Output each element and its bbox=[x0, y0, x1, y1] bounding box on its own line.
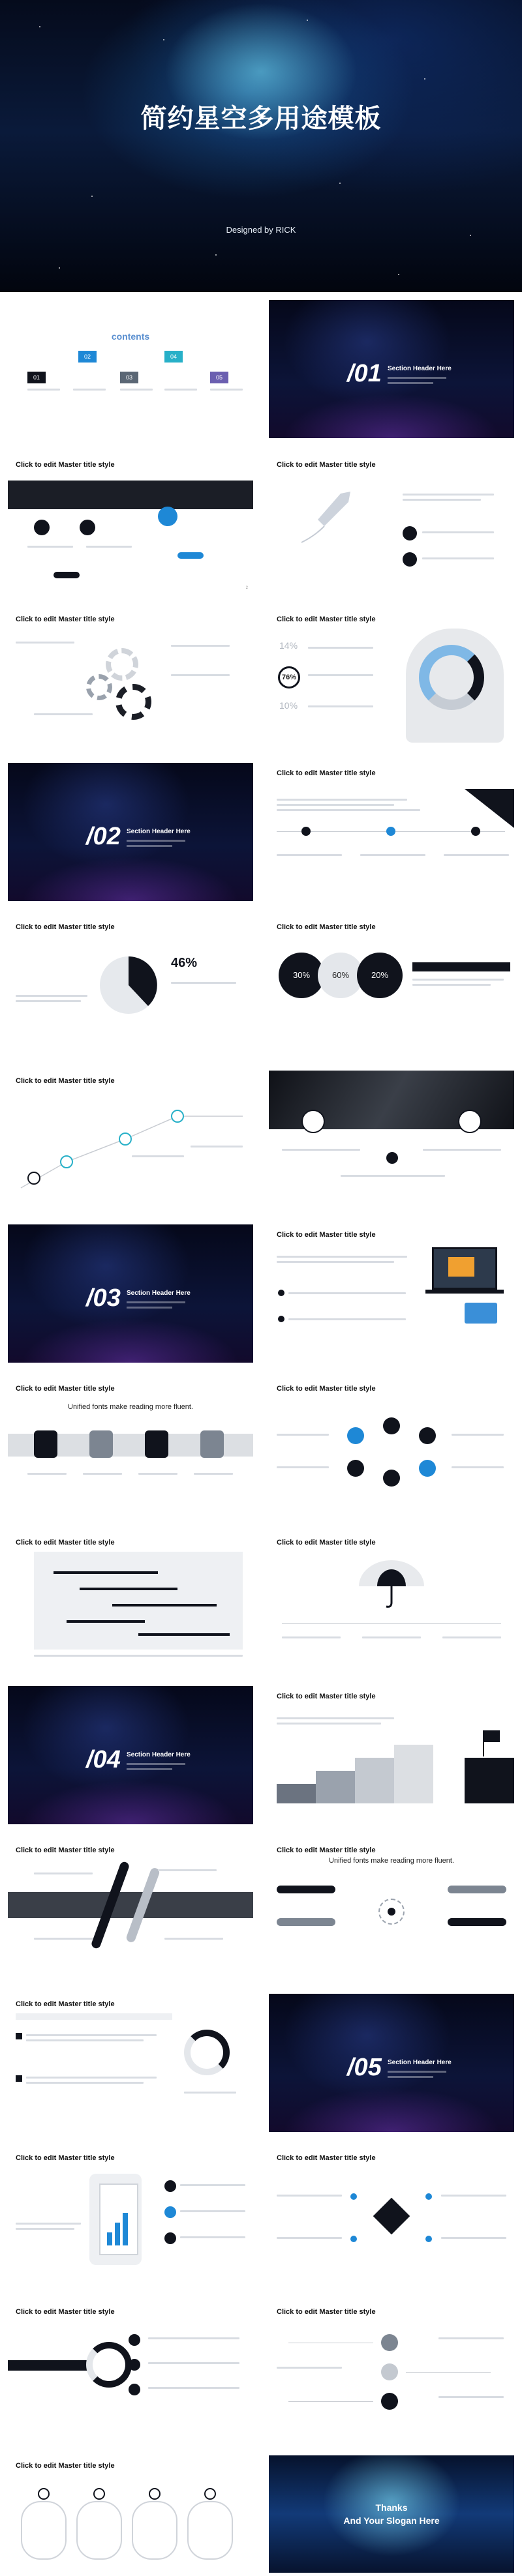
slide-title: Click to edit Master title style bbox=[277, 1846, 376, 1854]
ending-thanks: Thanks bbox=[375, 2502, 408, 2513]
slide-title: Click to edit Master title style bbox=[16, 1846, 115, 1854]
slide-title: Click to edit Master title style bbox=[277, 2154, 376, 2162]
section-number: /03 bbox=[86, 1284, 121, 1312]
slide-2[interactable]: Click to edit Master title style 2 bbox=[8, 454, 253, 593]
slide-28[interactable] bbox=[8, 2455, 253, 2573]
contents-item-1: 01 bbox=[33, 374, 40, 381]
slide-26[interactable] bbox=[8, 2302, 253, 2440]
slide-title: Click to edit Master title style bbox=[16, 615, 115, 623]
slide-title: Click to edit Master title style bbox=[16, 2000, 115, 2008]
contents-item-5: 05 bbox=[210, 372, 228, 383]
slide-17[interactable] bbox=[269, 1532, 514, 1670]
section-number: /01 bbox=[347, 360, 382, 387]
section-label: Section Header Here bbox=[388, 2059, 452, 2066]
slide-title: Click to edit Master title style bbox=[16, 2308, 115, 2316]
slide-contents[interactable] bbox=[8, 300, 253, 438]
slide-title: Click to edit Master title style bbox=[16, 2462, 115, 2470]
slide-section-1[interactable] bbox=[269, 300, 514, 438]
slide-4[interactable] bbox=[8, 609, 253, 747]
slide-16[interactable] bbox=[8, 1532, 253, 1670]
unified-heading bbox=[16, 2198, 68, 2218]
cover-title: 简约星空多用途模板 bbox=[140, 104, 382, 134]
slide-title: Click to edit Master title style bbox=[277, 1231, 376, 1239]
section-number: /02 bbox=[86, 823, 121, 850]
slide-15[interactable] bbox=[269, 1378, 514, 1517]
slide-20[interactable] bbox=[8, 1840, 253, 1978]
slide-ending[interactable] bbox=[269, 2455, 514, 2573]
ending-slogan: And Your Slogan Here bbox=[343, 2515, 440, 2526]
slide-title: Click to edit Master title style bbox=[277, 615, 376, 623]
slide-title: Click to edit Master title style bbox=[16, 461, 115, 469]
donut-2: 60% bbox=[318, 953, 363, 998]
slide-title: Click to edit Master title style bbox=[277, 1539, 376, 1547]
section-number: /04 bbox=[86, 1746, 121, 1773]
section-label: Section Header Here bbox=[127, 1290, 191, 1297]
slide-14[interactable] bbox=[8, 1378, 253, 1517]
stat-1: 14% bbox=[279, 640, 298, 651]
unified-heading: Unified fonts make reading more fluent. bbox=[329, 1857, 454, 1865]
slide-section-5[interactable] bbox=[269, 1994, 514, 2132]
slide-title: Click to edit Master title style bbox=[277, 1693, 376, 1700]
umbrella-icon bbox=[352, 1557, 431, 1609]
slide-7[interactable] bbox=[269, 763, 514, 901]
slide-title: Click to edit Master title style bbox=[277, 923, 376, 931]
slide-9[interactable] bbox=[269, 917, 514, 1055]
slide-title: Click to edit Master title style bbox=[16, 923, 115, 931]
pie-percent: 46% bbox=[171, 956, 198, 970]
slide-title: Click to edit Master title style bbox=[16, 1385, 115, 1393]
cover-slide bbox=[0, 0, 522, 292]
slide-section-4[interactable] bbox=[8, 1686, 253, 1824]
section-label: Section Header Here bbox=[127, 1751, 191, 1758]
slide-title: Click to edit Master title style bbox=[277, 2308, 376, 2316]
slide-title: Click to edit Master title style bbox=[16, 1077, 115, 1085]
donut-3: 20% bbox=[357, 953, 403, 998]
contents-item-4: 04 bbox=[164, 351, 183, 363]
slide-21[interactable] bbox=[269, 1840, 514, 1978]
contents-item-3: 03 bbox=[120, 372, 138, 383]
slide-27[interactable] bbox=[269, 2302, 514, 2440]
slide-11[interactable] bbox=[269, 1071, 514, 1209]
slide-section-3[interactable] bbox=[8, 1224, 253, 1363]
slide-section-2[interactable] bbox=[8, 763, 253, 901]
slide-title: Click to edit Master title style bbox=[16, 1539, 115, 1547]
stat-2: 76% bbox=[278, 666, 300, 688]
slide-title: Click to edit Master title style bbox=[277, 461, 376, 469]
slide-25[interactable] bbox=[269, 2148, 514, 2286]
cover-subtitle: Designed by RICK bbox=[226, 225, 296, 235]
slide-22[interactable] bbox=[8, 1994, 253, 2132]
slide-title: Click to edit Master title style bbox=[16, 2154, 115, 2162]
slide-19[interactable] bbox=[269, 1686, 514, 1824]
unified-heading: Unified fonts make reading more fluent. bbox=[68, 1403, 193, 1411]
contents-title: contents bbox=[111, 331, 150, 342]
donut-1: 30% bbox=[279, 953, 324, 998]
slide-title: Click to edit Master title style bbox=[277, 1385, 376, 1393]
pie-chart bbox=[96, 953, 161, 1018]
slide-3[interactable] bbox=[269, 454, 514, 593]
slide-10[interactable] bbox=[8, 1071, 253, 1209]
slide-24[interactable] bbox=[8, 2148, 253, 2286]
section-number: /05 bbox=[347, 2054, 382, 2081]
rocket-icon bbox=[295, 484, 360, 549]
slide-5[interactable] bbox=[269, 609, 514, 747]
section-label: Section Header Here bbox=[127, 828, 191, 835]
slide-8[interactable] bbox=[8, 917, 253, 1055]
stat-3: 10% bbox=[279, 700, 298, 711]
section-label: Section Header Here bbox=[388, 365, 452, 372]
slide-title: Click to edit Master title style bbox=[277, 769, 376, 777]
slide-13[interactable] bbox=[269, 1224, 514, 1363]
contents-item-2: 02 bbox=[78, 351, 97, 363]
